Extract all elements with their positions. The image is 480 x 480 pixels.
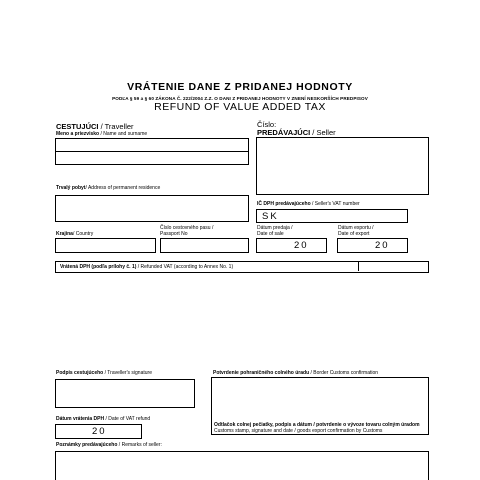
- refunded-vat-label-sk: Vrátená DPH (podľa prílohy č. 1): [60, 264, 137, 270]
- refund-date-label: [56, 416, 150, 422]
- export-date-label-en: Date of export: [338, 231, 370, 237]
- sale-date-label-en: Date of sale: [257, 231, 284, 237]
- form-title-en: REFUND OF VALUE ADDED TAX: [154, 101, 326, 113]
- residence-label: [56, 185, 160, 191]
- residence-label-en: / Address of permanent residence: [85, 185, 161, 191]
- passport-label-en: Passport No: [160, 231, 188, 237]
- seller-field[interactable]: [256, 137, 429, 195]
- seller-remarks-field[interactable]: [55, 451, 429, 480]
- refunded-vat-label-en: / Refunded VAT (according to Annex No. 1): [136, 264, 234, 270]
- residence-label-sk: Trvalý pobyt: [56, 185, 86, 191]
- customs-confirmation-label-en: / Border Customs confirmation: [309, 370, 379, 376]
- traveller-signature-field[interactable]: [55, 379, 195, 408]
- name-label-en: / Name and surname: [100, 131, 148, 137]
- refund-date-value: 20: [92, 426, 107, 437]
- traveller-heading: [56, 122, 134, 131]
- refund-date-label-sk: Dátum vrátenia DPH: [56, 416, 105, 422]
- export-date-label-sk: Dátum exportu /: [338, 225, 374, 231]
- customs-confirmation-field[interactable]: [211, 377, 429, 435]
- customs-stamp-label-en: Customs stamp, signature and date / goods export confirmation by Customs: [214, 428, 383, 434]
- form-legal-basis: PODĽA § 59 a § 60 ZÁKONA Č. 222/2004 Z.Z. O DANI Z PRIDANEJ HODNOTY V ZNENÍ NESKORŠÍCH PREDPISOV: [112, 96, 368, 101]
- refund-date-label-en: / Date of VAT refund: [105, 416, 151, 422]
- name-field-1[interactable]: [55, 138, 249, 152]
- export-date-value: 20: [375, 240, 390, 251]
- passport-label-sk: Číslo cestovného pasu /: [160, 225, 214, 231]
- seller-vat-label: [257, 201, 360, 207]
- seller-heading-sk: PREDÁVAJÚCI: [257, 128, 311, 137]
- seller-vat-value: SK: [262, 211, 279, 222]
- seller-heading-en: / Seller: [310, 128, 336, 137]
- refunded-vat-row: [55, 261, 429, 273]
- seller-heading: [257, 128, 336, 137]
- traveller-signature-label-en: / Traveller's signature: [103, 370, 152, 376]
- sale-date-label-sk: Dátum predaja /: [257, 225, 293, 231]
- country-label-sk: Krajina: [56, 231, 73, 237]
- passport-field[interactable]: [160, 238, 249, 253]
- country-label: [56, 231, 93, 237]
- seller-remarks-label-en: / Remarks of seller:: [117, 442, 162, 448]
- traveller-heading-en: / Traveller: [98, 122, 134, 131]
- country-label-en: / Country: [72, 231, 94, 237]
- export-date-field[interactable]: [337, 238, 408, 253]
- document-number-label: Číslo:: [257, 120, 277, 129]
- form-title: VRÁTENIE DANE Z PRIDANEJ HODNOTY: [127, 81, 353, 93]
- residence-field[interactable]: [55, 195, 249, 222]
- seller-vat-field[interactable]: [256, 209, 408, 223]
- traveller-signature-label-sk: Podpis cestujúceho: [56, 370, 104, 376]
- customs-stamp-label-sk: Odtlačok colnej pečiatky, podpis a dátum / potvrdenie o vývoze tovaru colným úradom: [214, 422, 420, 428]
- name-label-sk: Meno a priezvisko: [56, 131, 100, 137]
- refunded-vat-label: [60, 264, 233, 270]
- country-field[interactable]: [55, 238, 156, 253]
- seller-remarks-label: [56, 442, 162, 448]
- customs-confirmation-label-sk: Potvrdenie pohraničného colného úradu: [213, 370, 310, 376]
- refunded-vat-amount-field[interactable]: [359, 262, 427, 271]
- name-field-2[interactable]: [55, 151, 249, 165]
- seller-remarks-label-sk: Poznámky predávajúceho: [56, 442, 118, 448]
- customs-confirmation-label: [213, 370, 378, 376]
- seller-vat-label-en: / Seller's VAT number: [310, 201, 360, 207]
- traveller-signature-label: [56, 370, 152, 376]
- seller-vat-label-sk: IČ DPH predávajúceho: [257, 201, 311, 207]
- traveller-heading-sk: CESTUJÚCI: [56, 122, 99, 131]
- name-label: [56, 131, 147, 137]
- sale-date-field[interactable]: [256, 238, 327, 253]
- sale-date-value: 20: [294, 240, 309, 251]
- refund-date-field[interactable]: [55, 424, 142, 439]
